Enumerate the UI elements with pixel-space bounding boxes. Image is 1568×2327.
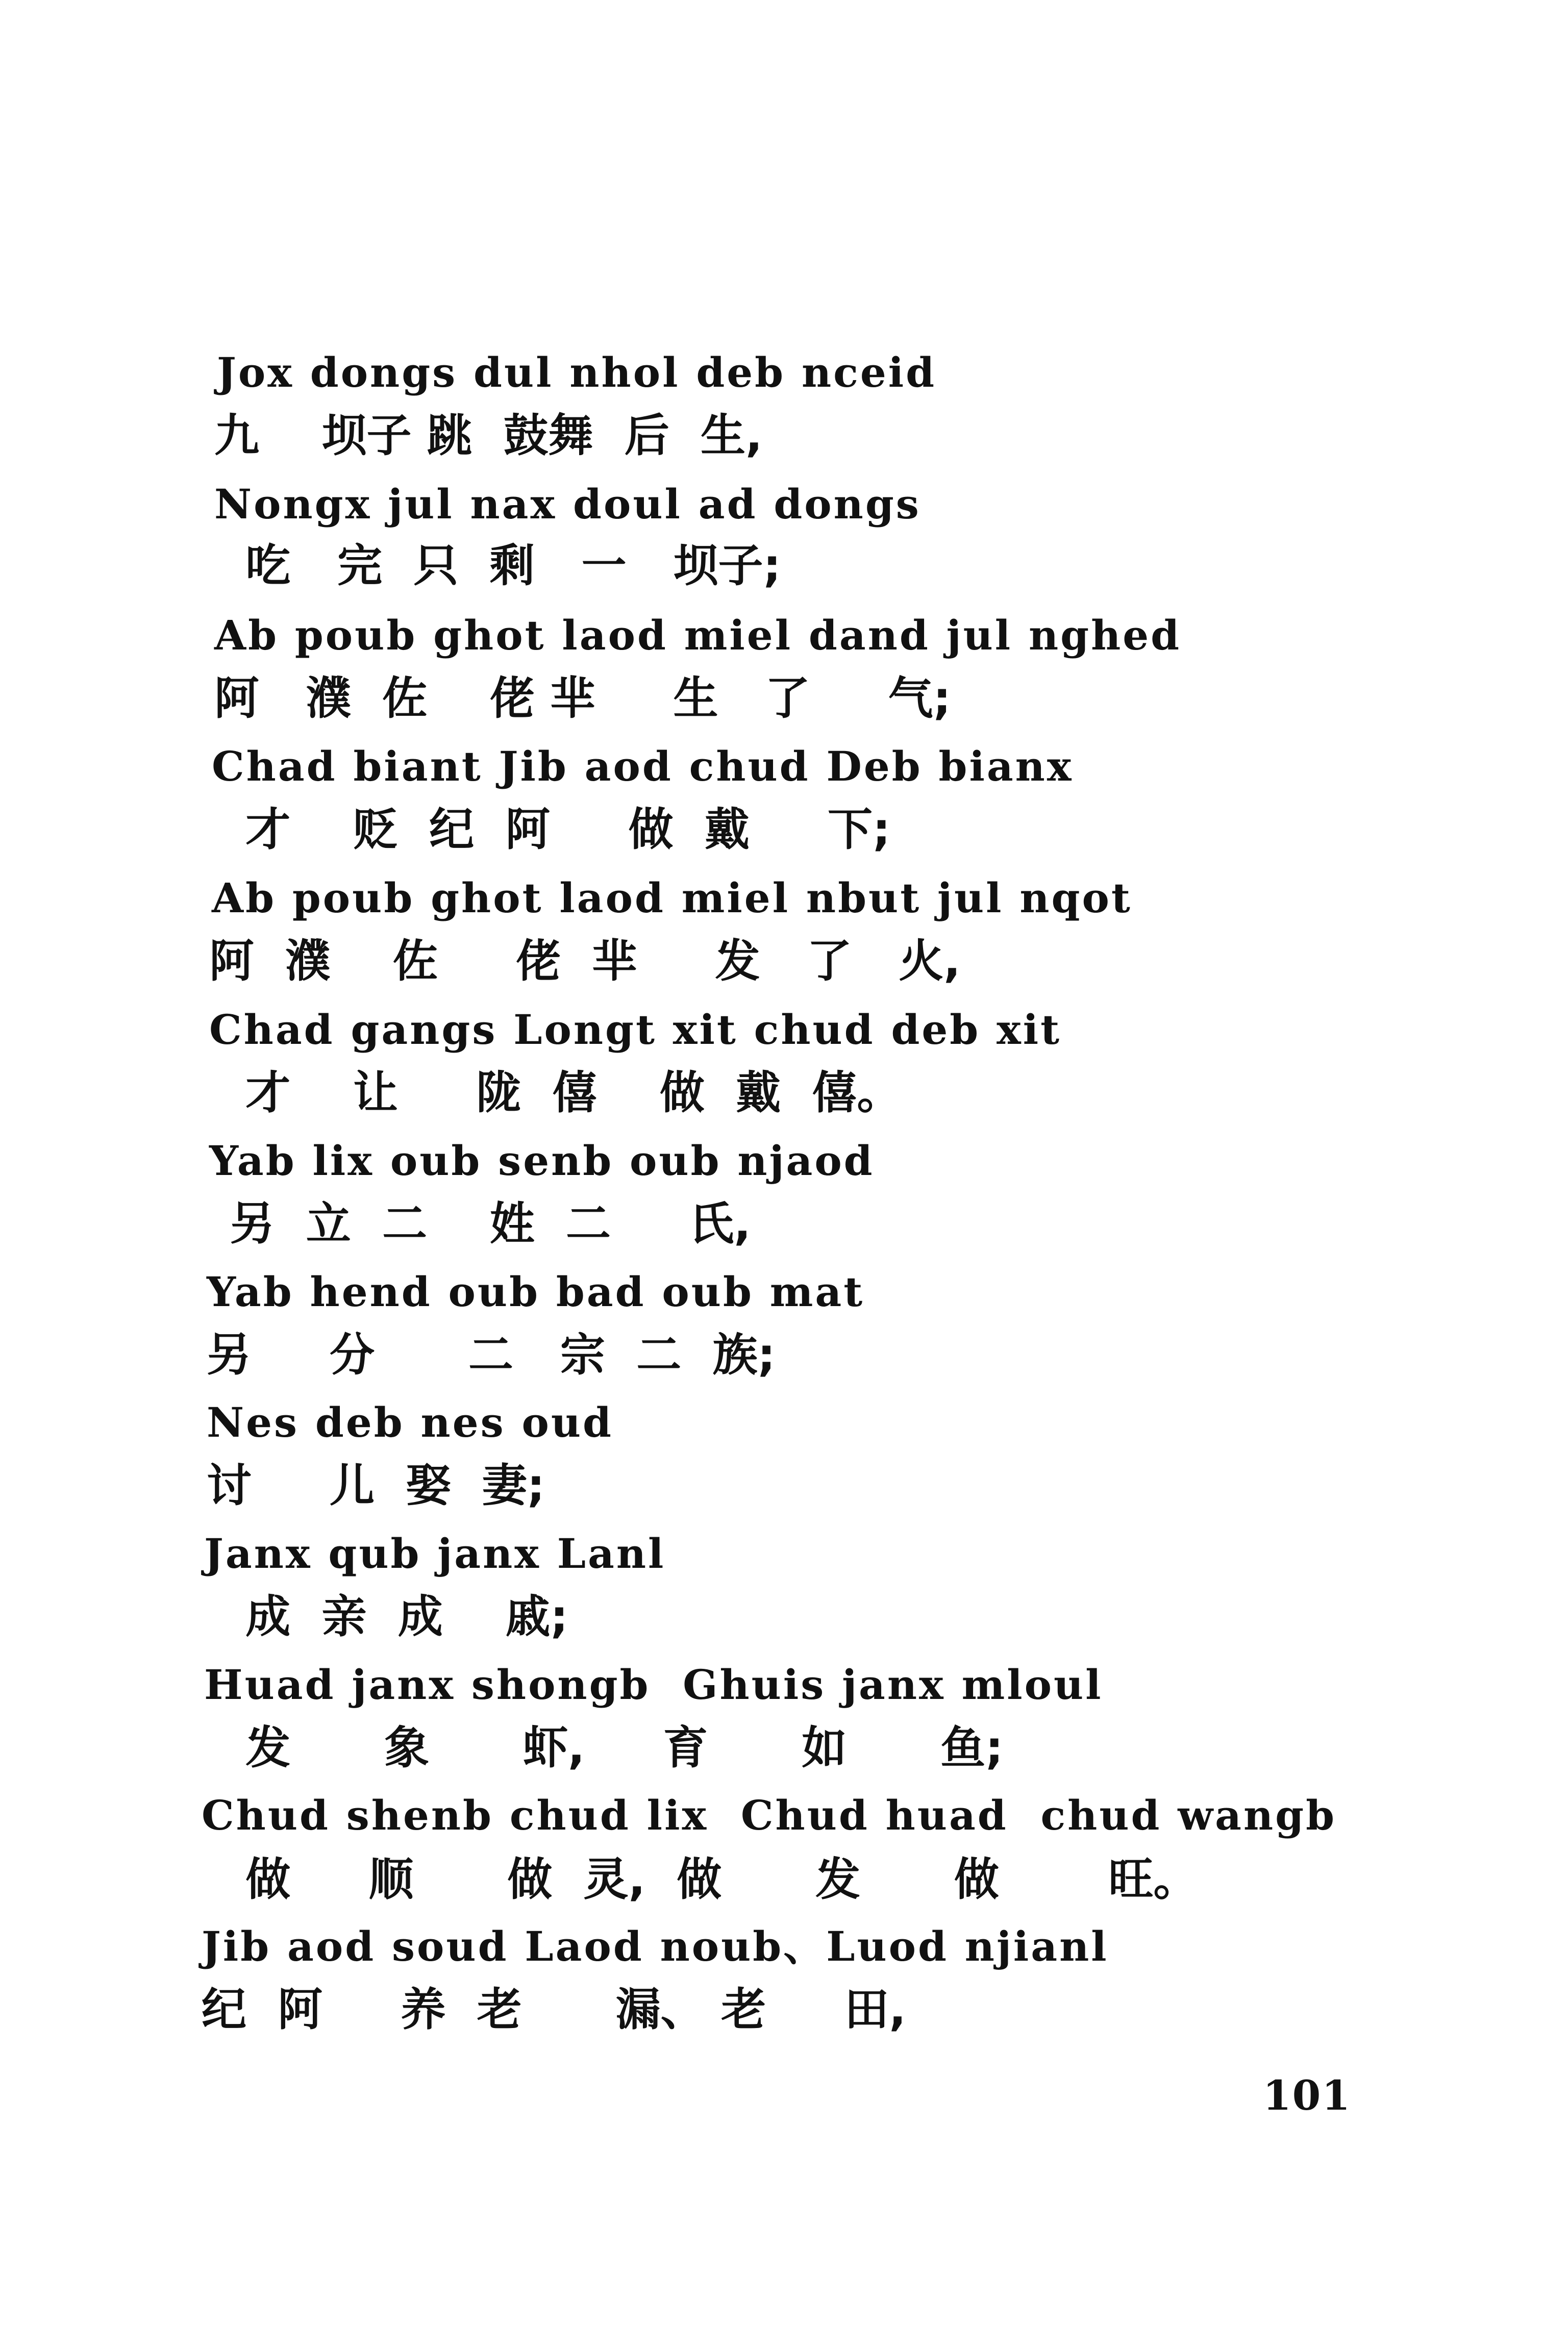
verse-6-chinese: 才 让 陇 僖 做 戴 僖。 bbox=[214, 1066, 902, 1119]
verse-10-latin: Janx qub janx Lanl bbox=[204, 1530, 666, 1578]
verse-2-latin: Nongx jul nax doul ad dongs bbox=[214, 480, 921, 528]
verse-11-chinese: 发 象 虾, 育 如 鱼; bbox=[214, 1721, 1004, 1774]
verse-3-chinese: 阿 濮 佐 佬 芈 生 了 气; bbox=[214, 672, 951, 724]
verse-11-latin: Huad janx shongb Ghuis janx mloul bbox=[204, 1661, 1103, 1709]
verse-9-chinese: 讨 儿 娶 妻; bbox=[207, 1459, 545, 1512]
verse-4-chinese: 才 贬 纪 阿 做 戴 下; bbox=[214, 803, 891, 856]
verse-3-latin: Ab poub ghot laod miel dand jul nghed bbox=[214, 611, 1182, 659]
verse-6-latin: Chad gangs Longt xit chud deb xit bbox=[209, 1006, 1062, 1054]
verse-9-latin: Nes deb nes oud bbox=[207, 1398, 613, 1446]
verse-12-latin: Chud shenb chud lix Chud huad chud wangb bbox=[202, 1791, 1337, 1839]
verse-10-chinese: 成 亲 成 戚; bbox=[214, 1590, 568, 1643]
verse-13-chinese: 纪 阿 养 老 漏、 老 田, bbox=[202, 1983, 906, 2036]
verse-13-latin: Jib aod soud Laod noub、Luod njianl bbox=[202, 1922, 1109, 1970]
verse-4-latin: Chad biant Jib aod chud Deb bianx bbox=[212, 742, 1074, 790]
verse-7-chinese: 另 立 二 姓 二 氏, bbox=[214, 1197, 751, 1250]
verse-1-latin: Jox dongs dul nhol deb nceid bbox=[217, 348, 937, 396]
verse-8-chinese: 另 分 二 宗 二 族; bbox=[207, 1329, 776, 1381]
verse-5-chinese: 阿 濮 佐 佬 芈 发 了 火, bbox=[209, 935, 961, 987]
verse-1-chinese: 九 坝子 跳 鼓舞 后 生, bbox=[214, 409, 763, 462]
verse-2-chinese: 吃 完 只 剩 一 坝子; bbox=[214, 539, 781, 592]
page-number: 101 bbox=[1263, 2071, 1351, 2119]
verse-7-latin: Yab lix oub senb oub njaod bbox=[209, 1137, 875, 1185]
verse-12-chinese: 做 顺 做 灵, 做 发 做 旺。 bbox=[214, 1853, 1199, 1906]
verse-5-latin: Ab poub ghot laod miel nbut jul nqot bbox=[212, 874, 1132, 922]
verse-8-latin: Yab hend oub bad oub mat bbox=[207, 1268, 865, 1316]
